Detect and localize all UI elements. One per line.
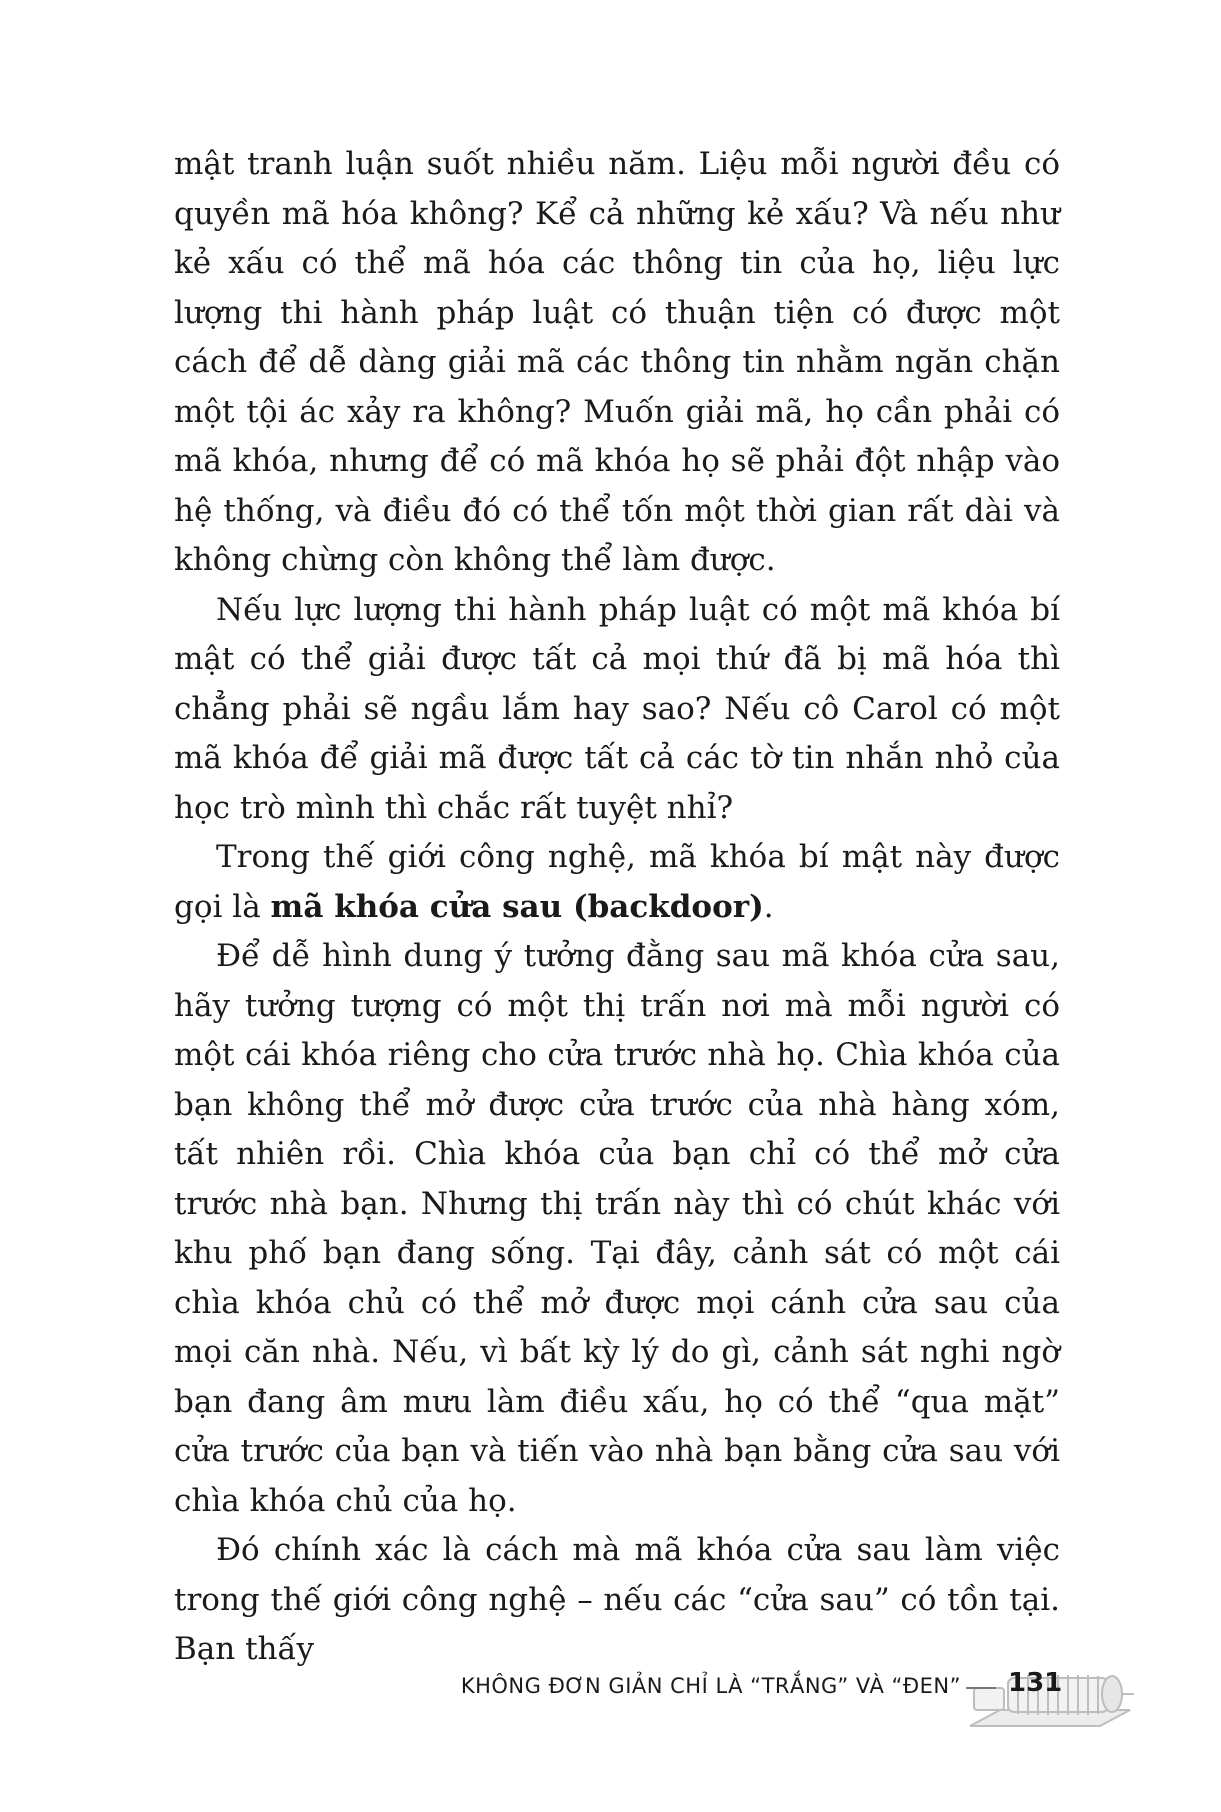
- paragraph-tail: .: [763, 888, 774, 925]
- paragraph: Đó chính xác là cách mà mã khóa cửa sau làm việc trong thế giới công nghệ – nếu các “cửa sau” có tồn tại. Bạn thấy: [174, 1532, 1060, 1667]
- paragraph: mật tranh luận suốt nhiều năm. Liệu mỗi người đều có quyền mã hóa không? Kể cả những kẻ xấu? Và nếu như kẻ xấu có thể mã hóa các thông tin của họ, liệu lực lượng thi hành pháp luật có thuận tiện có được một cách để dễ dàng giải mã các thông tin nhằm ngăn chặn một tội ác xảy ra không? Muốn giải mã, họ cần phải có mã khóa, nhưng để có mã khóa họ sẽ phải đột nhập vào hệ thống, và điều đó có thể tốn một thời gian rất dài và không chừng còn không thể làm được.: [174, 146, 1060, 578]
- body-text: [174, 140, 1060, 1675]
- running-title: KHÔNG ĐƠN GIẢN CHỈ LÀ “TRẮNG” VÀ “ĐEN”: [460, 1674, 961, 1698]
- paragraph-backdoor: [174, 833, 1060, 932]
- backdoor-term: mã khóa cửa sau (backdoor): [270, 888, 764, 925]
- page-footer: [0, 1648, 1221, 1738]
- paragraph-lead: Trong thế giới công nghệ, mã khóa bí mật này được gọi là: [174, 839, 1060, 925]
- paragraph: Nếu lực lượng thi hành pháp luật có một mã khóa bí mật có thể giải được tất cả mọi thứ đã bị mã hóa thì chẳng phải sẽ ngầu lắm hay sao? Nếu cô Carol có một mã khóa để giải mã được tất cả các tờ tin nhắn nhỏ của học trò mình thì chắc rất tuyệt nhỉ?: [174, 591, 1060, 826]
- paragraph: Để dễ hình dung ý tưởng đằng sau mã khóa cửa sau, hãy tưởng tượng có một thị trấn nơi mà mỗi người có một cái khóa riêng cho cửa trước nhà họ. Chìa khóa của bạn không thể mở được cửa trước của nhà hàng xóm, tất nhiên rồi. Chìa khóa của bạn chỉ có thể mở cửa trước nhà bạn. Nhưng thị trấn này thì có chút khác với khu phố bạn đang sống. Tại đây, cảnh sát có một cái chìa khóa chủ có thể mở được mọi cánh cửa sau của mọi căn nhà. Nếu, vì bất kỳ lý do gì, cảnh sát nghi ngờ bạn đang âm mưu làm điều xấu, họ có thể “qua mặt” cửa trước của bạn và tiến vào nhà bạn bằng cửa sau với chìa khóa chủ của họ.: [174, 938, 1060, 1519]
- page-number: 131: [1008, 1668, 1063, 1698]
- footer-dash: [966, 1687, 996, 1689]
